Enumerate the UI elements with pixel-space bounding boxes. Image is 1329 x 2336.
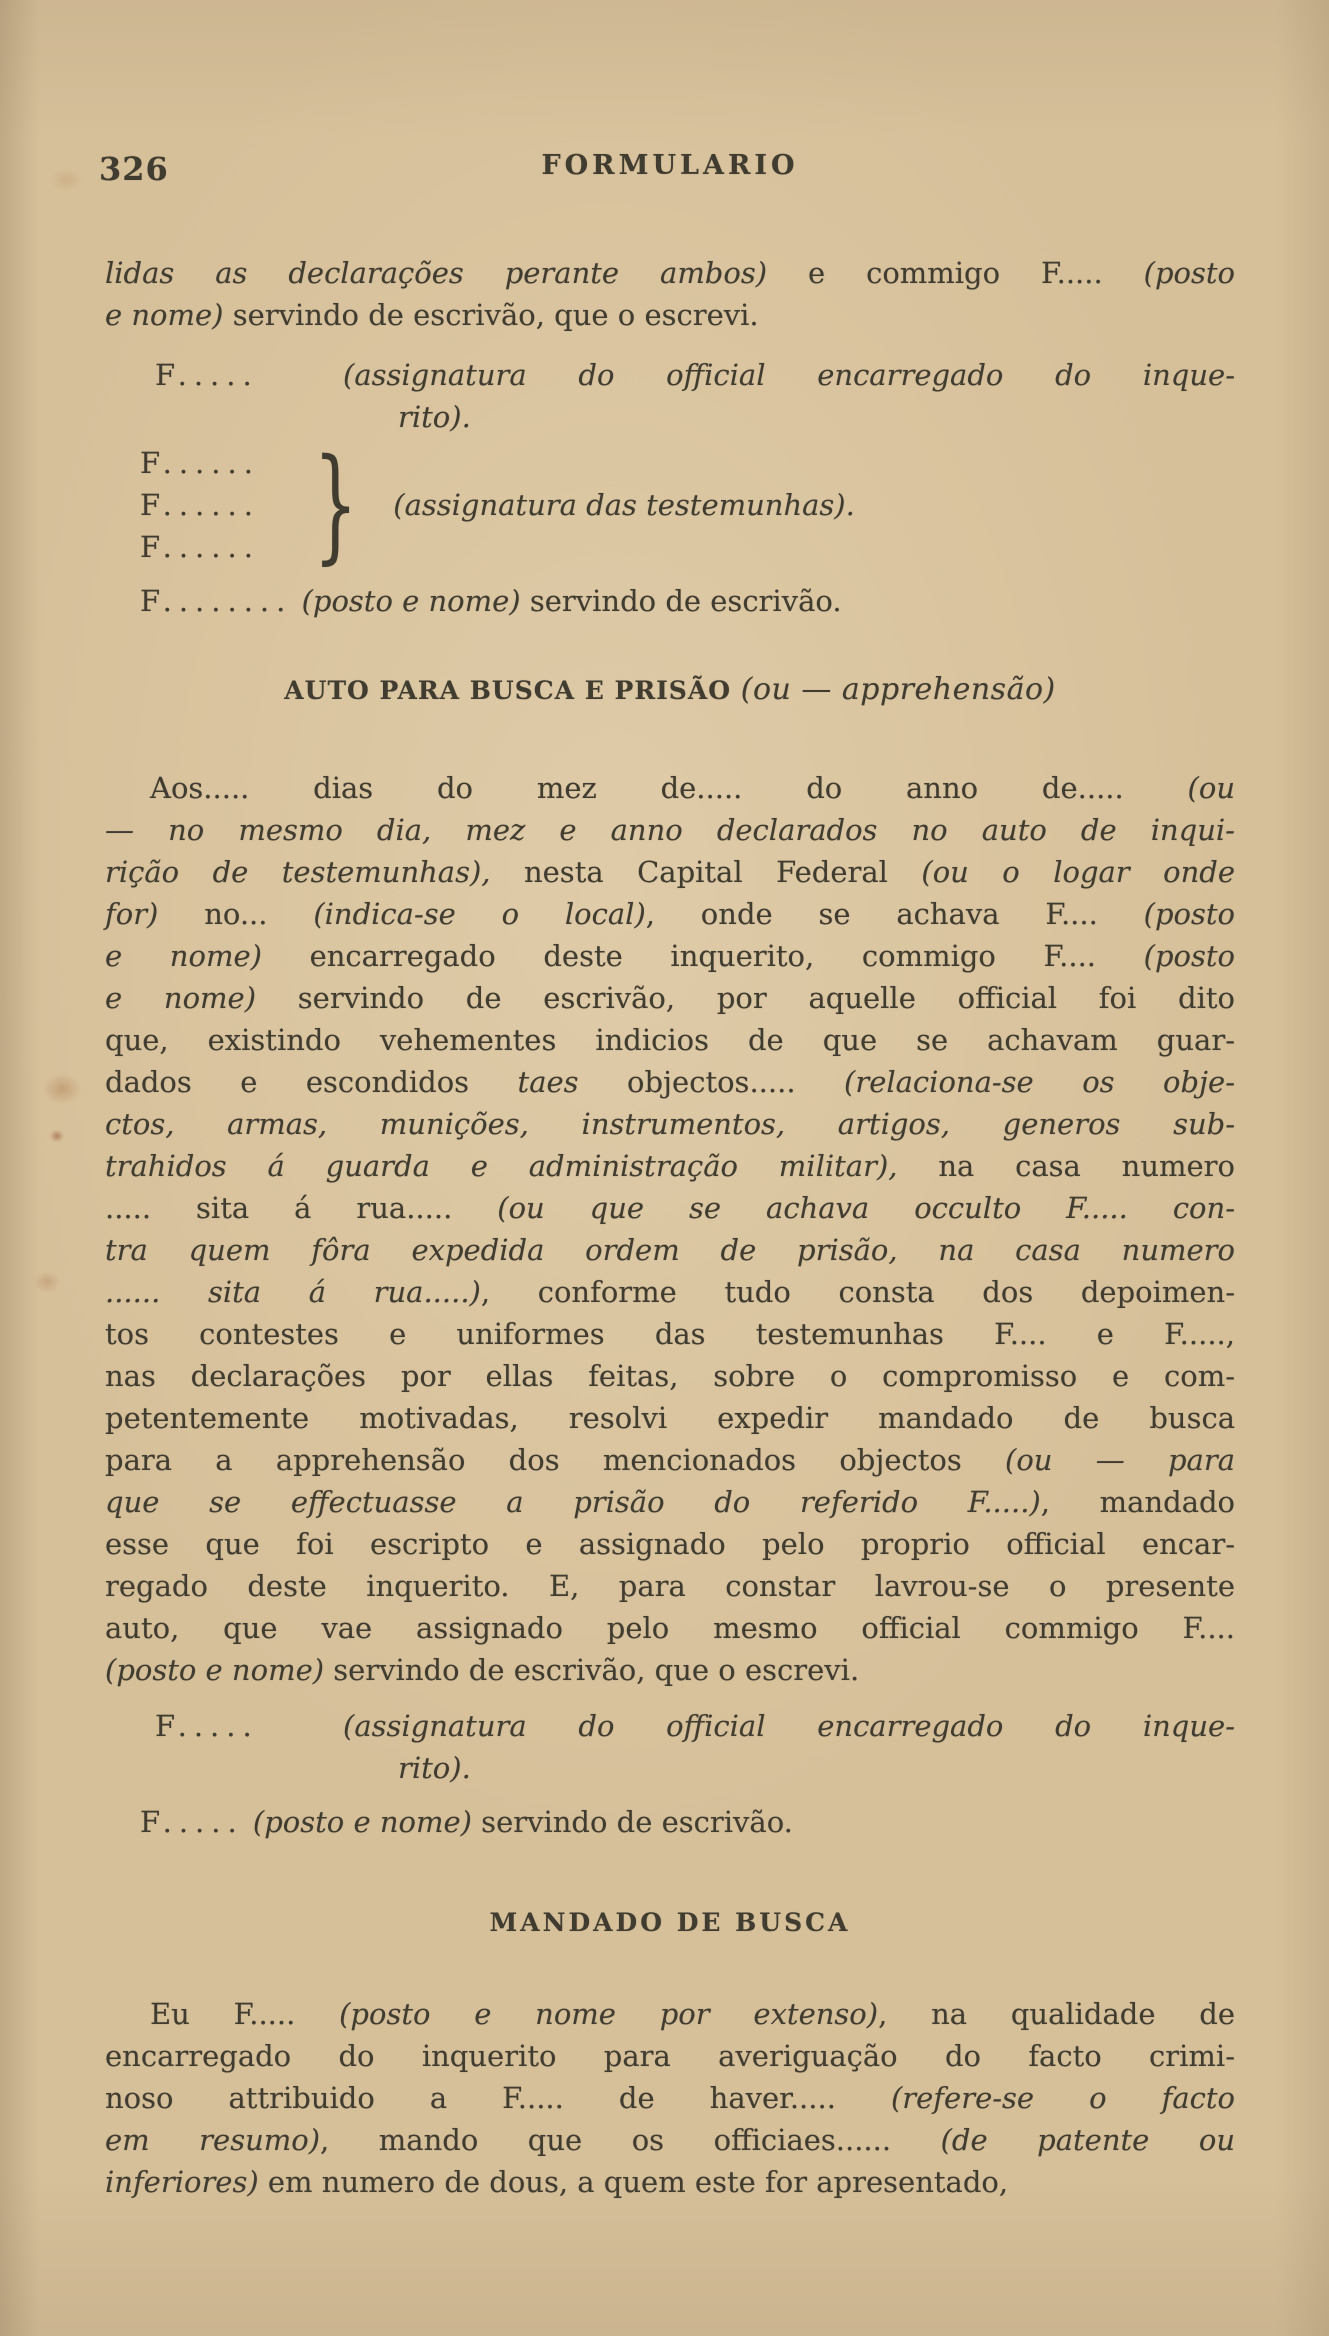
- text-line: — no mesmo dia, mez e anno declarados no auto de inqui-: [105, 813, 1235, 847]
- text-line: auto, que vae assignado pelo mesmo official commigo F....: [105, 1611, 1235, 1645]
- page-header: [99, 150, 1235, 192]
- clerk-signature-2: [105, 1801, 1235, 1843]
- mandado-busca-body: [105, 1993, 1235, 2203]
- witness-signatures: [105, 433, 1235, 577]
- paper-stain: [48, 1128, 66, 1144]
- text-line: (assignatura do official encarregado do inque-: [343, 358, 1235, 392]
- intro-paragraph: [105, 252, 1235, 336]
- text-line: tra quem fôra expedida ordem de prisão, na casa numero: [105, 1233, 1235, 1267]
- signature-official-1: [105, 354, 1235, 438]
- signature-f-placeholder: F.....: [155, 358, 259, 392]
- text-line: rição de testemunhas), nesta Capital Federal (ou o logar onde: [105, 855, 1235, 889]
- text-line: lidas as declarações perante ambos) e commigo F..... (posto: [105, 256, 1235, 290]
- page-number: 326: [99, 150, 169, 188]
- text-line: para a apprehensão dos mencionados objectos (ou — para: [105, 1443, 1235, 1477]
- clerk-signature-1: [105, 580, 1235, 622]
- text-line: ..... sita á rua..... (ou que se achava occulto F..... con-: [105, 1191, 1235, 1225]
- text-line: e nome) servindo de escrivão, que o escrevi.: [105, 298, 759, 332]
- text-line: tos contestes e uniformes das testemunhas F.... e F.....,: [105, 1317, 1235, 1351]
- text-line: (assignatura do official encarregado do inque-: [343, 1709, 1235, 1743]
- running-title: FORMULARIO: [541, 150, 799, 181]
- text-line: em resumo), mando que os officiaes...... (de patente ou: [105, 2123, 1235, 2157]
- paper-stain: [30, 1268, 64, 1296]
- signature-official-label: [343, 354, 1235, 438]
- auto-busca-body: [105, 767, 1235, 1691]
- text-line: regado deste inquerito. E, para constar lavrou-se o presente: [105, 1569, 1235, 1603]
- witness-f-placeholder: F......: [140, 446, 260, 480]
- text-line: encarregado do inquerito para averiguação do facto crimi-: [105, 2039, 1235, 2073]
- paper-stain: [44, 164, 88, 196]
- text-line: rito).: [398, 1751, 471, 1785]
- section-heading-mandado-busca: MANDADO DE BUSCA: [489, 1908, 851, 1937]
- text-line: (posto e nome) servindo de escrivão, que o escrevi.: [105, 1653, 860, 1687]
- text-line: e nome) encarregado deste inquerito, commigo F.... (posto: [105, 939, 1235, 973]
- heading-caps: AUTO PARA BUSCA E PRISÃO: [284, 676, 741, 705]
- text-line: Aos..... dias do mez de..... do anno de..... (ou: [150, 771, 1235, 805]
- text-line: que, existindo vehementes indicios de que se achavam guar-: [105, 1023, 1235, 1057]
- text-line: petentemente motivadas, resolvi expedir mandado de busca: [105, 1401, 1235, 1435]
- text-line: F..... (posto e nome) servindo de escrivão.: [140, 1805, 793, 1839]
- heading-italic: (ou — apprehensão): [740, 672, 1056, 707]
- paper-stain: [36, 1068, 88, 1110]
- curly-brace-glyph: }: [313, 433, 358, 577]
- text-line: rito).: [398, 400, 471, 434]
- text-line: dados e escondidos taes objectos..... (relaciona-se os obje-: [105, 1065, 1236, 1099]
- signature-official-label: [343, 1705, 1235, 1789]
- signature-official-2: [105, 1705, 1235, 1789]
- witness-f-column: [140, 442, 300, 568]
- text-line: for) no... (indica-se o local), onde se achava F.... (posto: [105, 897, 1236, 931]
- signature-f-placeholder: F.....: [155, 1709, 259, 1743]
- text-line: F........ (posto e nome) servindo de escrivão.: [140, 584, 842, 618]
- witness-label: (assignatura das testemunhas).: [393, 488, 855, 522]
- witness-f-placeholder: F......: [140, 530, 260, 564]
- witness-brace: [300, 433, 371, 577]
- text-line: Eu F..... (posto e nome por extenso), na qualidade de: [150, 1997, 1235, 2031]
- section-heading-auto-busca: [105, 670, 1235, 711]
- witness-f-placeholder: F......: [140, 488, 260, 522]
- text-line: noso attribuido a F..... de haver..... (refere-se o facto: [105, 2081, 1235, 2115]
- text-line: inferiores) em numero de dous, a quem este for apresentado,: [105, 2165, 1009, 2199]
- text-line: ...... sita á rua.....), conforme tudo consta dos depoimen-: [105, 1275, 1235, 1309]
- text-line: trahidos á guarda e administração militar), na casa numero: [105, 1149, 1236, 1183]
- text-line: nas declarações por ellas feitas, sobre o compromisso e com-: [105, 1359, 1235, 1393]
- text-line: que se effectuasse a prisão do referido F.....), mandado: [105, 1485, 1236, 1519]
- text-line: esse que foi escripto e assignado pelo proprio official encar-: [105, 1527, 1235, 1561]
- text-line: ctos, armas, munições, instrumentos, artigos, generos sub-: [105, 1107, 1235, 1141]
- text-line: e nome) servindo de escrivão, por aquelle official foi dito: [105, 981, 1235, 1015]
